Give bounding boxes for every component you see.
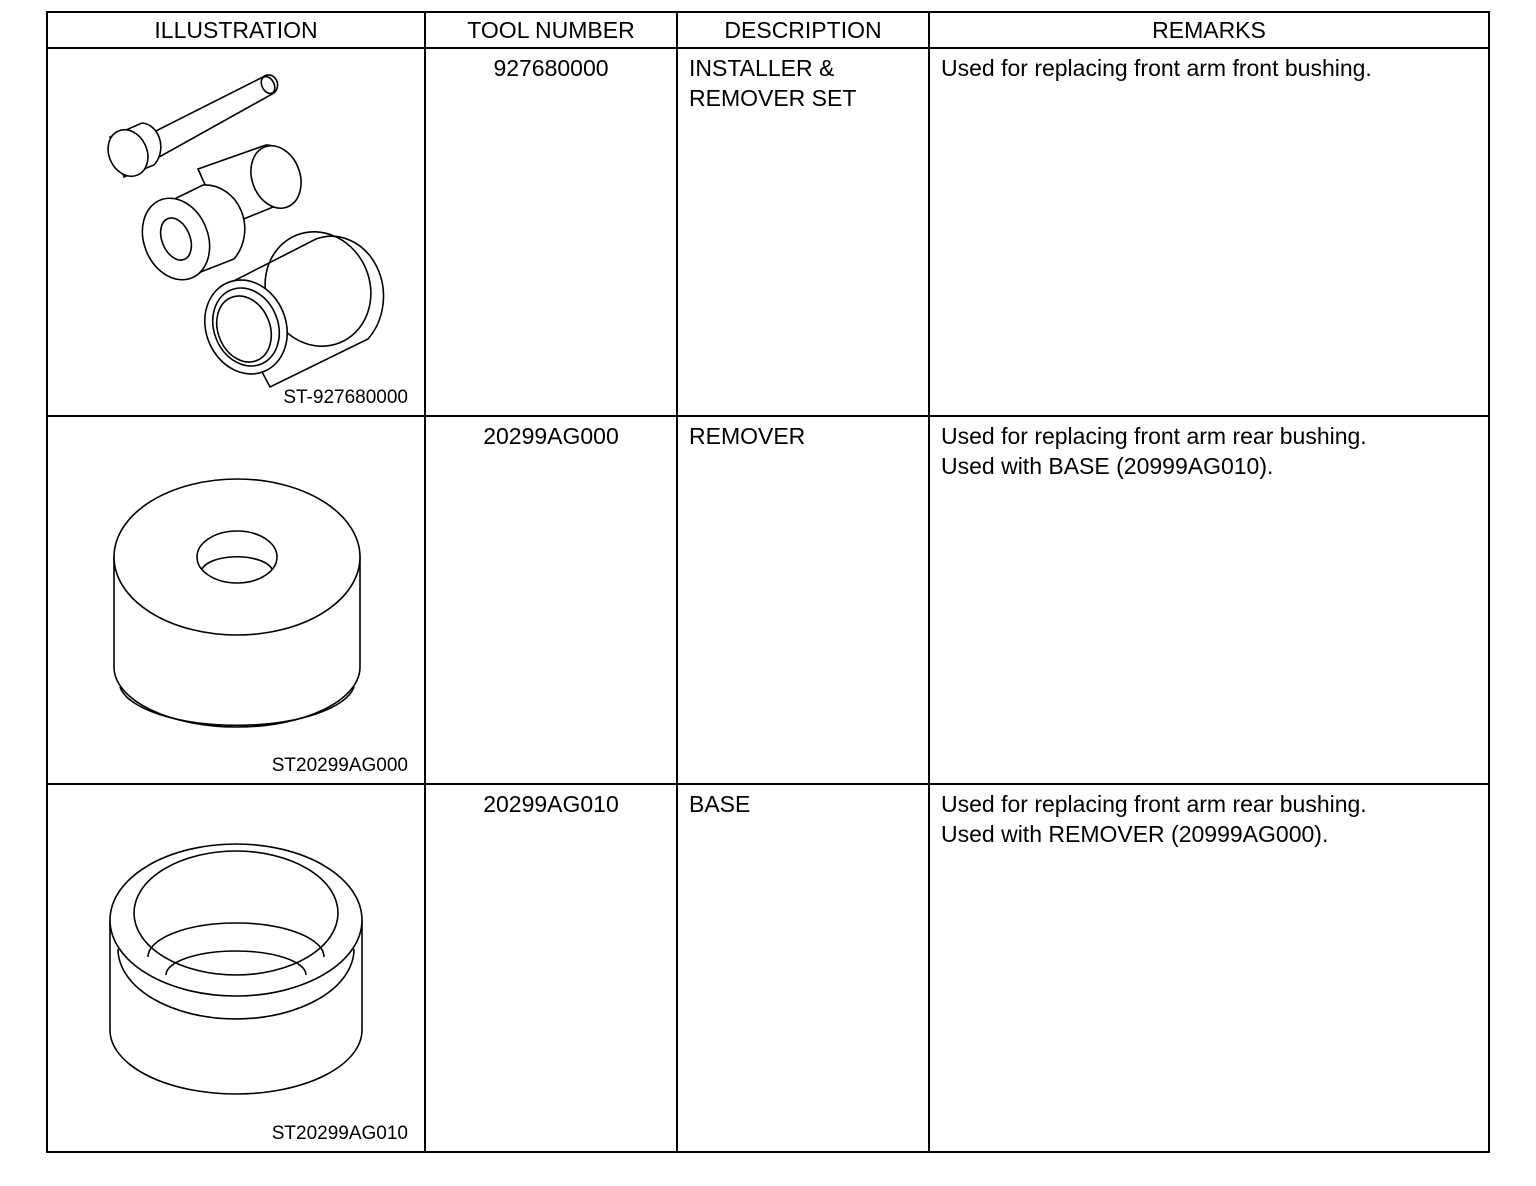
illustration-label: ST20299AG010 [271,1123,408,1144]
description-line: INSTALLER & [689,55,835,81]
table-row [47,416,1489,784]
remarks-cell [929,784,1489,1152]
remarks-line: Used with BASE (20999AG010). [941,453,1274,479]
header-illustration: ILLUSTRATION [47,12,425,48]
table-row [47,784,1489,1152]
remarks-line: Used for replacing front arm front bushing. [941,55,1372,81]
illustration-label: ST20299AG000 [271,755,408,776]
installer-remover-set-drawing [48,49,426,415]
remarks-cell [929,48,1489,416]
table-row [47,48,1489,416]
remarks-line: Used for replacing front arm rear bushing. [941,423,1367,449]
description-line: REMOVER SET [689,85,857,111]
header-remarks: REMARKS [929,12,1489,48]
tool-number-cell [425,784,677,1152]
description-cell [677,416,929,784]
special-tools-table [46,11,1490,1153]
description-line: REMOVER [689,423,806,449]
remarks-line: Used for replacing front arm rear bushing. [941,791,1367,817]
illustration-cell [47,784,425,1152]
illustration-cell [47,416,425,784]
header-row [47,12,1489,48]
tool-number: 20299AG010 [483,791,619,817]
description-line: BASE [689,791,751,817]
base-drawing [48,785,426,1151]
tool-number-cell [425,48,677,416]
tool-number-cell [425,416,677,784]
remover-drawing [48,417,426,783]
remarks-line: Used with REMOVER (20999AG000). [941,821,1329,847]
header-description: DESCRIPTION [677,12,929,48]
description-cell [677,784,929,1152]
description-cell [677,48,929,416]
tool-number: 927680000 [493,55,609,81]
header-tool-number: TOOL NUMBER [425,12,677,48]
tool-number: 20299AG000 [483,423,619,449]
illustration-label: ST-927680000 [283,387,408,408]
illustration-cell [47,48,425,416]
remarks-cell [929,416,1489,784]
